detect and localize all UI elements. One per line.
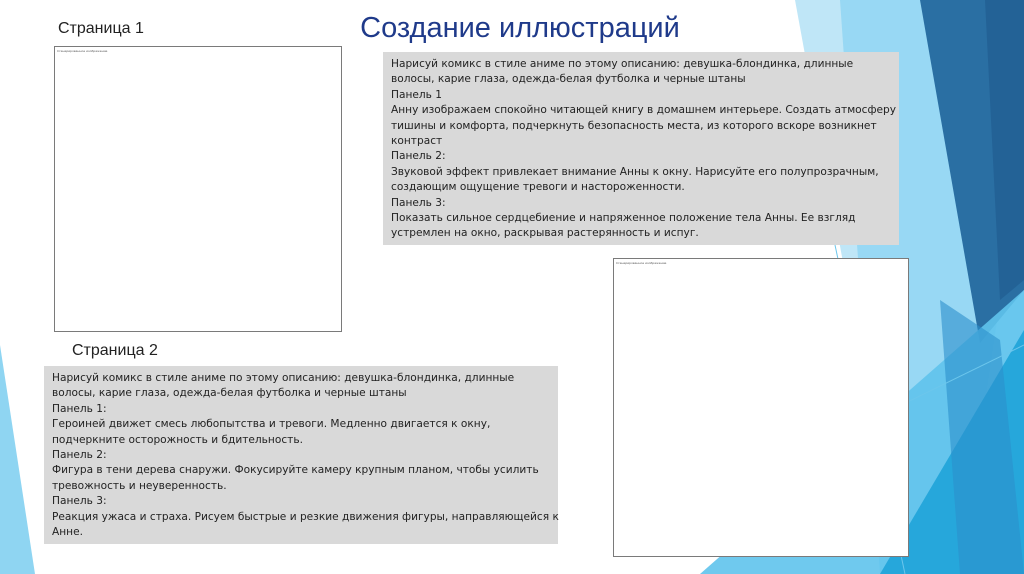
prompt-line: Фигура в тени дерева снаружи. Фокусируйте камеру крупным планом, чтобы усилить [52,464,539,477]
prompt-line: Панель 3: [391,196,446,209]
prompt-line: Звуковой эффект привлекает внимание Анны к окну. Нарисуйте его полупрозрачным, [391,165,879,178]
prompt-line: Нарисуй комикс в стиле аниме по этому описанию: девушка-блондинка, длинные [391,58,854,70]
prompt-line: устремлен на окно, раскрывая растерянность и испуг. [391,227,699,240]
prompt-line: Панель 1: [52,402,107,415]
prompt-line: Панель 1 [391,88,443,101]
page1-image-frame [54,46,342,332]
prompt-line: контраст [391,135,443,148]
prompt-line: Реакция ужаса и страха. Рисуем быстрые и резкие движения фигуры, направляющейся к [52,510,559,523]
page2-prompt-box [44,366,558,544]
prompt-line: Показать сильное сердцебиение и напряженное положение тела Анны. Ее взгляд [391,212,856,225]
prompt-line: создающим ощущение тревоги и настороженности. [391,181,685,194]
page2-label: Страница 2 [72,342,158,359]
page1-label: Страница 1 [58,20,144,37]
page2-image-frame [613,258,909,557]
prompt-line: Героиней движет смесь любопытства и тревоги. Медленно двигается к окну, [52,418,491,431]
prompt-line: тишины и комфорта, подчеркнуть безопасность места, из которого вскоре возникнет [391,119,877,132]
page1-prompt-box [383,52,899,245]
prompt-line: Анну изображаем спокойно читающей книгу в домашнем интерьере. Создать атмосферу [391,104,897,117]
slide-title: Создание иллюстраций [360,12,680,44]
prompt-line: Нарисуй комикс в стиле аниме по этому описанию: девушка-блондинка, длинные [52,372,515,384]
prompt-line: Панель 3: [52,495,107,508]
prompt-line: тревожность и неуверенность. [52,479,227,492]
page1-image-placeholder: Сгенерированное изображение [57,49,108,53]
prompt-line: Анне. [52,526,83,539]
prompt-line: подчеркните осторожность и бдительность. [52,433,303,446]
prompt-line: Панель 2: [391,150,446,163]
prompt-line: волосы, карие глаза, одежда-белая футболка и черные штаны [391,73,746,86]
prompt-line: волосы, карие глаза, одежда-белая футболка и черные штаны [52,387,407,400]
prompt-line: Панель 2: [52,449,107,462]
page2-image-placeholder: Сгенерированное изображение [616,261,667,265]
